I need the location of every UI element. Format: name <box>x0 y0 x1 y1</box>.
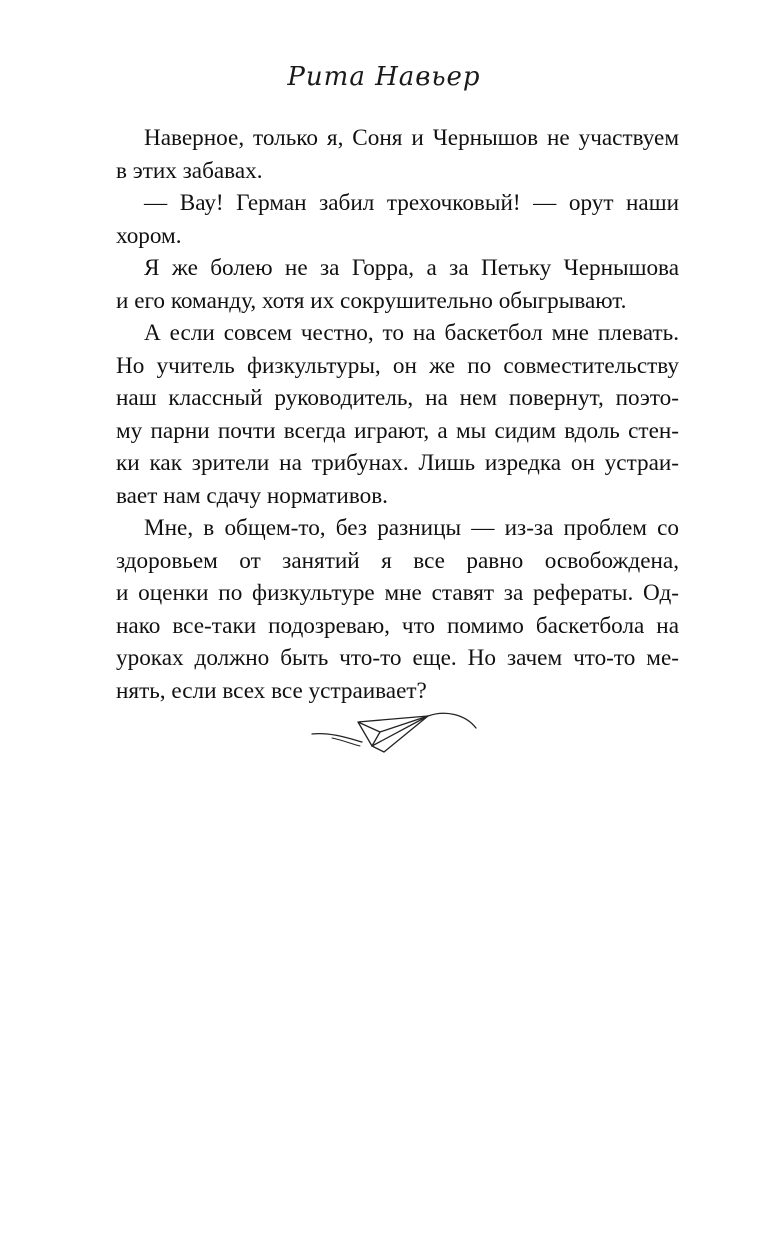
text-line: уроках должно быть что-то еще. Но зачем что-то ме- <box>116 645 679 671</box>
text-line: и его команду, хотя их сокрушительно обыгрывают. <box>116 287 627 314</box>
paragraph <box>116 252 679 317</box>
paper-airplane-icon <box>310 708 480 758</box>
paragraph <box>116 187 679 252</box>
paragraph <box>116 512 679 707</box>
text-line: нять, если всех все устраивает? <box>116 677 427 704</box>
text-line: Мне, в общем-то, без разницы — из-за проблем со <box>144 515 679 541</box>
text-line: здоровьем от занятий я все равно освобождена, <box>116 547 679 574</box>
text-line: наш классный руководитель, на нем повернут, поэто- <box>116 385 679 411</box>
text-line: му парни почти всегда играют, а мы сидим вдоль стен- <box>116 417 679 444</box>
text-line: Наверное, только я, Соня и Чернышов не участвуем <box>144 125 679 151</box>
paragraph <box>116 122 679 187</box>
text-line: — Вау! Герман забил трехочковый! — орут наши <box>144 190 679 216</box>
paragraph <box>116 317 679 512</box>
text-line: Я же болею не за Горра, а за Петьку Чернышова <box>144 255 679 281</box>
running-title: Рита Навьер <box>287 62 481 92</box>
text-line: хором. <box>116 222 182 249</box>
text-line: Но учитель физкультуры, он же по совместительству <box>116 352 679 379</box>
text-line: ки как зрители на трибунах. Лишь изредка он устраи- <box>116 450 679 476</box>
body-text <box>116 122 679 707</box>
text-line: в этих забавах. <box>116 157 263 184</box>
text-line: нако все-таки подозреваю, что помимо баскетбола на <box>116 612 679 639</box>
text-line: и оценки по физкультуре мне ставят за рефераты. Од- <box>116 580 679 606</box>
text-line: вает нам сдачу нормативов. <box>116 482 388 509</box>
text-line: А если совсем честно, то на баскетбол мне плевать. <box>144 320 679 346</box>
